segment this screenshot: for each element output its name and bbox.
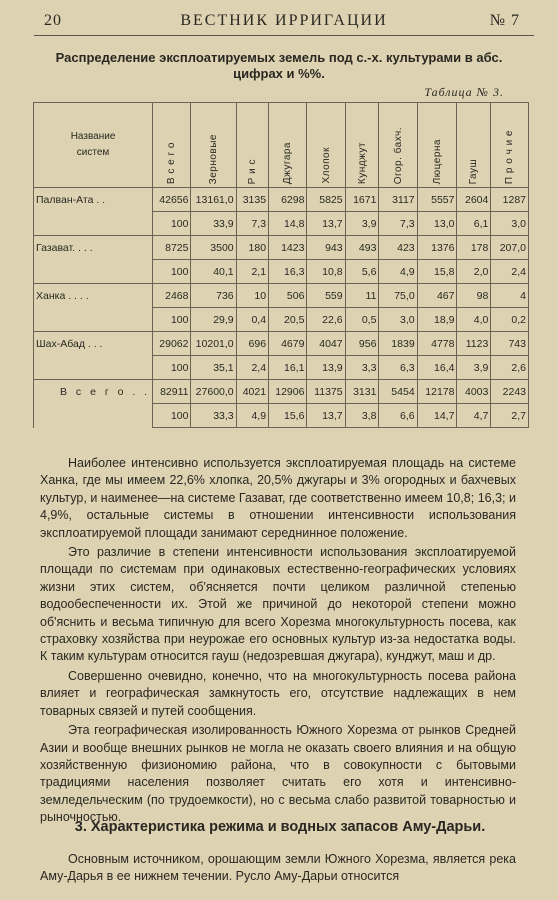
absolute-value-cell: 506 (269, 284, 307, 308)
system-name-blank (34, 212, 153, 236)
table-body (34, 188, 529, 428)
percent-value-cell: 10,8 (307, 260, 345, 284)
absolute-value-cell: 13161,0 (191, 188, 236, 212)
percent-value-cell: 33,9 (191, 212, 236, 236)
absolute-value-cell: 42656 (153, 188, 191, 212)
absolute-value-cell: 207,0 (491, 236, 529, 260)
percent-value-cell: 4,0 (457, 308, 491, 332)
percent-value-cell: 3,8 (345, 404, 379, 428)
column-header (153, 103, 191, 188)
absolute-value-cell: 27600,0 (191, 380, 236, 404)
percent-value-cell: 29,9 (191, 308, 236, 332)
percent-value-cell: 3,0 (379, 308, 417, 332)
header-rule (34, 35, 534, 36)
table-caption: Распределение эксплоатируемых земель под с.-х. культурами в абс. цифрах и %%. (55, 50, 503, 81)
absolute-value-cell: 956 (345, 332, 379, 356)
percent-value-cell: 15,8 (417, 260, 457, 284)
absolute-value-cell: 696 (236, 332, 268, 356)
absolute-value-cell: 736 (191, 284, 236, 308)
column-header-label: Гауш (468, 158, 480, 184)
column-header (379, 103, 417, 188)
absolute-value-cell: 4 (491, 284, 529, 308)
closing-text (40, 851, 516, 886)
system-name-blank (34, 260, 153, 284)
percent-value-cell: 35,1 (191, 356, 236, 380)
percent-value-cell: 6,1 (457, 212, 491, 236)
column-header-label: Зерновые (208, 133, 220, 184)
percent-value-cell: 2,6 (491, 356, 529, 380)
body-text (40, 455, 516, 829)
absolute-value-cell: 2604 (457, 188, 491, 212)
column-header (457, 103, 491, 188)
percent-value-cell: 3,3 (345, 356, 379, 380)
issue-number: № 7 (489, 12, 520, 29)
percent-value-cell: 6,6 (379, 404, 417, 428)
system-name: Газават. . . . (34, 236, 153, 260)
column-header-label: Хлопок (320, 147, 332, 184)
name-column-header (34, 103, 153, 188)
absolute-value-cell: 5825 (307, 188, 345, 212)
absolute-value-cell: 423 (379, 236, 417, 260)
percent-value-cell: 4,9 (236, 404, 268, 428)
column-header (417, 103, 457, 188)
page-number: 20 (44, 12, 62, 29)
percent-value-cell: 3,9 (345, 212, 379, 236)
percent-value-cell: 100 (153, 356, 191, 380)
table-row (34, 236, 529, 260)
table-row (34, 404, 529, 428)
column-header (236, 103, 268, 188)
absolute-value-cell: 10201,0 (191, 332, 236, 356)
percent-value-cell: 3,0 (491, 212, 529, 236)
absolute-value-cell: 467 (417, 284, 457, 308)
percent-value-cell: 33,3 (191, 404, 236, 428)
absolute-value-cell: 11375 (307, 380, 345, 404)
column-header (491, 103, 529, 188)
percent-value-cell: 14,7 (417, 404, 457, 428)
absolute-value-cell: 1671 (345, 188, 379, 212)
absolute-value-cell: 2243 (491, 380, 529, 404)
system-name: Ханка . . . . (34, 284, 153, 308)
column-header (191, 103, 236, 188)
system-name-blank (34, 356, 153, 380)
column-header-label: Люцерна (431, 138, 443, 184)
percent-value-cell: 15,6 (269, 404, 307, 428)
percent-value-cell: 14,8 (269, 212, 307, 236)
system-name: Шах-Абад . . . (34, 332, 153, 356)
paragraph: Это различие в степени интенсивности использования эксплоатируемой площади по системам при одинаковых естественно-географических условиях жизни этих систем, об'ясняется почти целиком различной степенью водообеспеченности их. Этой же причиной до некоторой степени можно об'яснить и весьма типичную для всего Хорезма многокультурность посева, как страховку хозяйства при неурожае его основных культур из-за недостатка воды. К таким культурам относится гауш (недозревшая джугара), кунджут, маш и др. (40, 545, 516, 664)
paragraph: Эта географическая изолированность Южного Хорезма от рынков Средней Азии и вообще внешних рынков не могла не оказать своего влияния и на общую хозяйственную физиономию района, что в совокупности с бытовыми традициями населения позволяет считать его хотя и интенсивно-земледельческим (по трудоемкости), но с весьма слабо развитой товарностью и рыночностью. (40, 723, 516, 825)
absolute-value-cell: 4047 (307, 332, 345, 356)
table-row (34, 380, 529, 404)
percent-value-cell: 0,4 (236, 308, 268, 332)
absolute-value-cell: 2468 (153, 284, 191, 308)
table-label: Таблица № 3. (424, 85, 504, 99)
percent-value-cell: 2,1 (236, 260, 268, 284)
absolute-value-cell: 4003 (457, 380, 491, 404)
percent-value-cell: 40,1 (191, 260, 236, 284)
absolute-value-cell: 98 (457, 284, 491, 308)
absolute-value-cell: 3135 (236, 188, 268, 212)
table-row (34, 308, 529, 332)
absolute-value-cell: 1839 (379, 332, 417, 356)
system-name-blank (34, 404, 153, 428)
absolute-value-cell: 5557 (417, 188, 457, 212)
journal-title: ВЕСТНИК ИРРИГАЦИИ (180, 12, 388, 29)
absolute-value-cell: 180 (236, 236, 268, 260)
percent-value-cell: 0,5 (345, 308, 379, 332)
absolute-value-cell: 11 (345, 284, 379, 308)
table-row (34, 332, 529, 356)
percent-value-cell: 16,4 (417, 356, 457, 380)
percent-value-cell: 16,3 (269, 260, 307, 284)
absolute-value-cell: 493 (345, 236, 379, 260)
table-row (34, 284, 529, 308)
absolute-value-cell: 4021 (236, 380, 268, 404)
absolute-value-cell: 75,0 (379, 284, 417, 308)
absolute-value-cell: 1423 (269, 236, 307, 260)
absolute-value-cell: 559 (307, 284, 345, 308)
table-row (34, 260, 529, 284)
percent-value-cell: 100 (153, 308, 191, 332)
percent-value-cell: 2,4 (236, 356, 268, 380)
column-header-label: Огор. бахч. (392, 126, 404, 184)
percent-value-cell: 5,6 (345, 260, 379, 284)
table-row (34, 212, 529, 236)
absolute-value-cell: 5454 (379, 380, 417, 404)
absolute-value-cell: 4679 (269, 332, 307, 356)
absolute-value-cell: 178 (457, 236, 491, 260)
absolute-value-cell: 943 (307, 236, 345, 260)
percent-value-cell: 100 (153, 404, 191, 428)
percent-value-cell: 7,3 (379, 212, 417, 236)
absolute-value-cell: 10 (236, 284, 268, 308)
percent-value-cell: 18,9 (417, 308, 457, 332)
percent-value-cell: 100 (153, 212, 191, 236)
percent-value-cell: 0,2 (491, 308, 529, 332)
column-header-label: Кунджут (356, 141, 368, 184)
column-header (307, 103, 345, 188)
absolute-value-cell: 3117 (379, 188, 417, 212)
table-row (34, 356, 529, 380)
absolute-value-cell: 12906 (269, 380, 307, 404)
system-name: Палван-Ата . . (34, 188, 153, 212)
column-header (269, 103, 307, 188)
absolute-value-cell: 8725 (153, 236, 191, 260)
absolute-value-cell: 743 (491, 332, 529, 356)
absolute-value-cell: 6298 (269, 188, 307, 212)
table-row (34, 188, 529, 212)
absolute-value-cell: 3131 (345, 380, 379, 404)
absolute-value-cell: 4778 (417, 332, 457, 356)
paragraph: Наиболее интенсивно используется эксплоатируемая площадь на системе Ханка, где мы имеем 22,6% хлопка, 20,5% джугары и 3% огородных и бахчевых культур, и наименее—на системе Газават, где соответственно имеем 10,8; 16,3; и 4,9%, остальные системы в отношении интенсивности использования эксплоатируемой площади занимают середнинное положение. (40, 456, 516, 540)
absolute-value-cell: 29062 (153, 332, 191, 356)
distribution-table (33, 102, 529, 428)
column-header-label: П р о ч и е (504, 129, 516, 184)
percent-value-cell: 2,4 (491, 260, 529, 284)
system-name: В с е г о . . (34, 380, 153, 404)
percent-value-cell: 13,7 (307, 404, 345, 428)
name-header-line1: Название (70, 131, 116, 142)
absolute-value-cell: 12178 (417, 380, 457, 404)
paragraph: Основным источником, орошающим земли Южного Хорезма, является река Аму-Дарья в ее нижнем течении. Русло Аму-Дарьи относится (40, 852, 516, 884)
name-header-line2: систем (76, 147, 110, 158)
percent-value-cell: 20,5 (269, 308, 307, 332)
column-header (345, 103, 379, 188)
table-header-row (34, 103, 529, 188)
paragraph: Совершенно очевидно, конечно, что на многокультурность посева района влияет и географическая замкнутость его, отсутствие надлежащих в нем товарных связей и путей сообщения. (40, 668, 516, 718)
section-heading: 3. Характеристика режима и водных запасов Аму-Дарьи. (74, 819, 486, 835)
absolute-value-cell: 3500 (191, 236, 236, 260)
percent-value-cell: 100 (153, 260, 191, 284)
absolute-value-cell: 1376 (417, 236, 457, 260)
running-header (34, 12, 534, 34)
absolute-value-cell: 82911 (153, 380, 191, 404)
percent-value-cell: 13,9 (307, 356, 345, 380)
percent-value-cell: 13,7 (307, 212, 345, 236)
absolute-value-cell: 1123 (457, 332, 491, 356)
percent-value-cell: 7,3 (236, 212, 268, 236)
percent-value-cell: 16,1 (269, 356, 307, 380)
column-header-label: В с е г о (166, 141, 178, 184)
absolute-value-cell: 1287 (491, 188, 529, 212)
column-header-label: Р и с (246, 158, 258, 184)
percent-value-cell: 6,3 (379, 356, 417, 380)
percent-value-cell: 3,9 (457, 356, 491, 380)
column-header-label: Джугара (282, 141, 294, 184)
percent-value-cell: 2,7 (491, 404, 529, 428)
system-name-blank (34, 308, 153, 332)
percent-value-cell: 4,7 (457, 404, 491, 428)
percent-value-cell: 4,9 (379, 260, 417, 284)
percent-value-cell: 13,0 (417, 212, 457, 236)
percent-value-cell: 22,6 (307, 308, 345, 332)
percent-value-cell: 2,0 (457, 260, 491, 284)
